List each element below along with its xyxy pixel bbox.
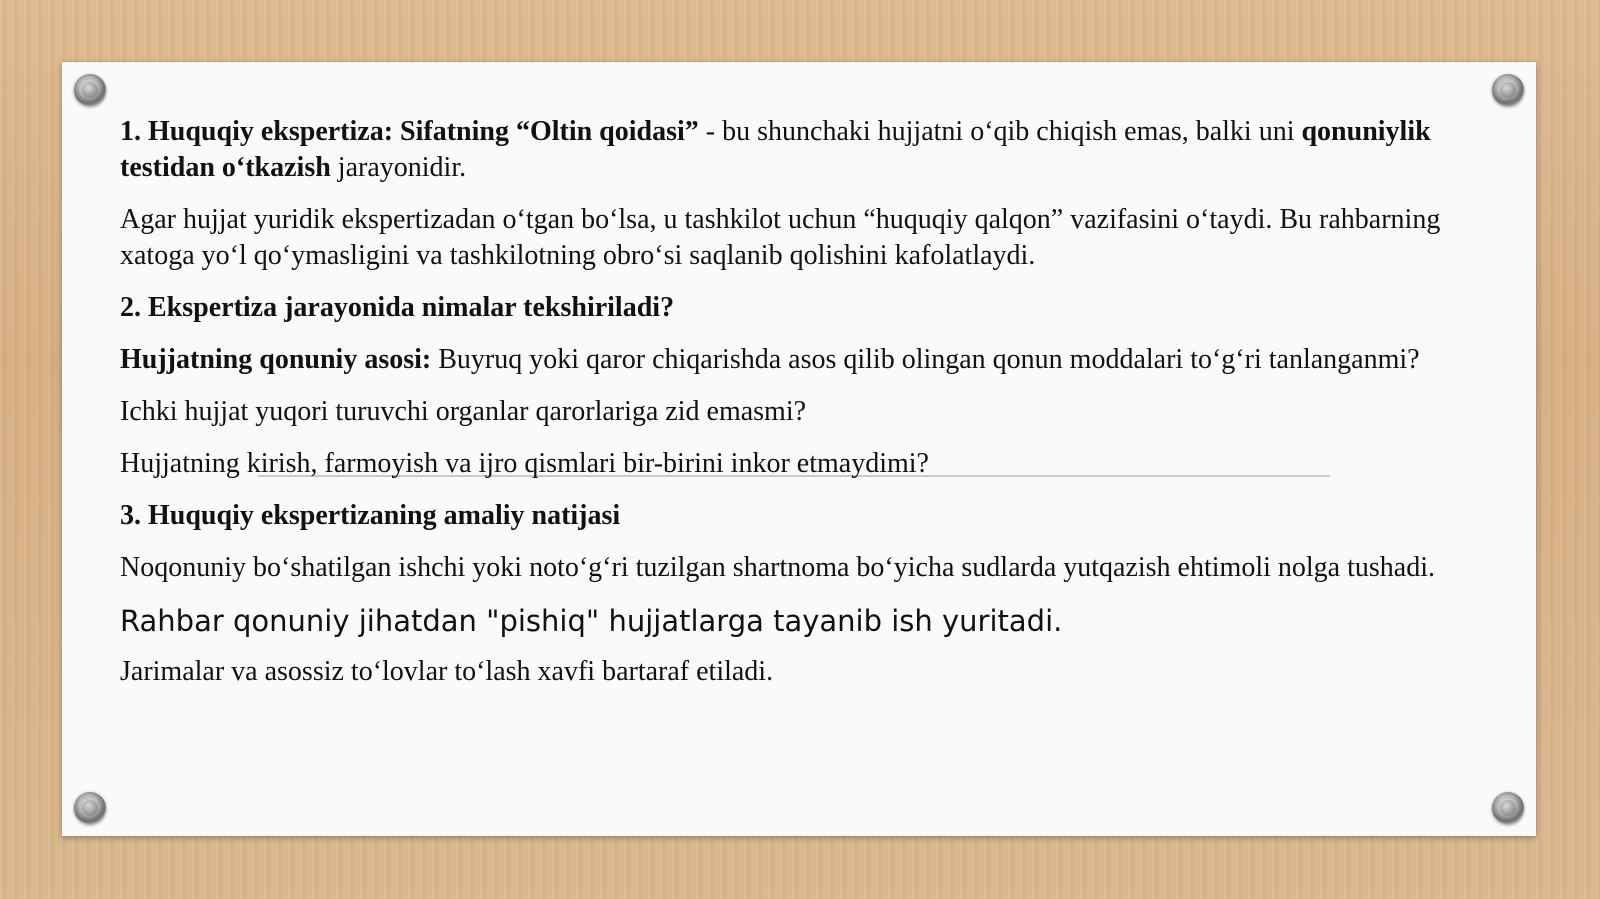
section-heading-2-text: 2. Ekspertiza jarayonida nimalar tekshiriladi? (120, 292, 675, 323)
section-heading-3-text: 3. Huquqiy ekspertizaning amaliy natijasi (120, 500, 621, 531)
pin-icon (1492, 74, 1524, 106)
paragraph-court: Noqonuniy bo‘shatilgan ishchi yoki noto‘g‘ri tuzilgan shartnoma bo‘yicha sudlarda yutqazish ehtimoli nolga tushadi. (120, 552, 1435, 583)
paragraph-shield: Agar hujjat yuridik ekspertizadan o‘tgan bo‘lsa, u tashkilot uchun “huquqiy qalqon” vazifasini o‘taydi. Bu rahbarning xatoga yo‘l qo‘ymasligini va tashkilotning obro‘si saqlanib qolishini kafolatlaydi. (120, 204, 1441, 271)
section-heading-3 (120, 498, 1470, 534)
intro-text: - bu shunchaki hujjatni o‘qib chiqish emas, balki uni (698, 116, 1302, 147)
paragraph-internal-doc: Ichki hujjat yuqori turuvchi organlar qarorlariga zid emasmi? (120, 396, 807, 427)
legal-basis-label: Hujjatning qonuniy asosi: (120, 344, 432, 375)
paragraph-doc-parts: Hujjatning kirish, farmoyish va ijro qismlari bir-birini inkor etmaydimi? (120, 448, 929, 479)
pin-icon (74, 74, 106, 106)
paragraph-legal-basis (120, 342, 1470, 378)
paragraph-leader: Rahbar qonuniy jihatdan "pishiq" hujjatlarga tayanib ish yuritadi. (120, 604, 1063, 638)
pin-icon (1492, 792, 1524, 824)
paragraph-fines: Jarimalar va asossiz to‘lovlar to‘lash xavfi bartaraf etiladi. (120, 656, 774, 687)
text-body (120, 114, 1470, 706)
intro-heading: 1. Huquqiy ekspertiza: Sifatning “Oltin qoidasi” (120, 116, 699, 147)
legal-basis-text: Buyruq yoki qaror chiqarishda asos qilib olingan qonun moddalari to‘g‘ri tanlanganmi? (431, 344, 1420, 375)
section-heading-2 (120, 290, 1470, 326)
pin-icon (74, 792, 106, 824)
paragraph-intro (120, 114, 1470, 186)
intro-text-end: jarayonidir. (330, 152, 467, 183)
intro-emphasis: qonuniylik testidan o‘tkazish (120, 116, 1431, 183)
content-card (62, 62, 1536, 836)
